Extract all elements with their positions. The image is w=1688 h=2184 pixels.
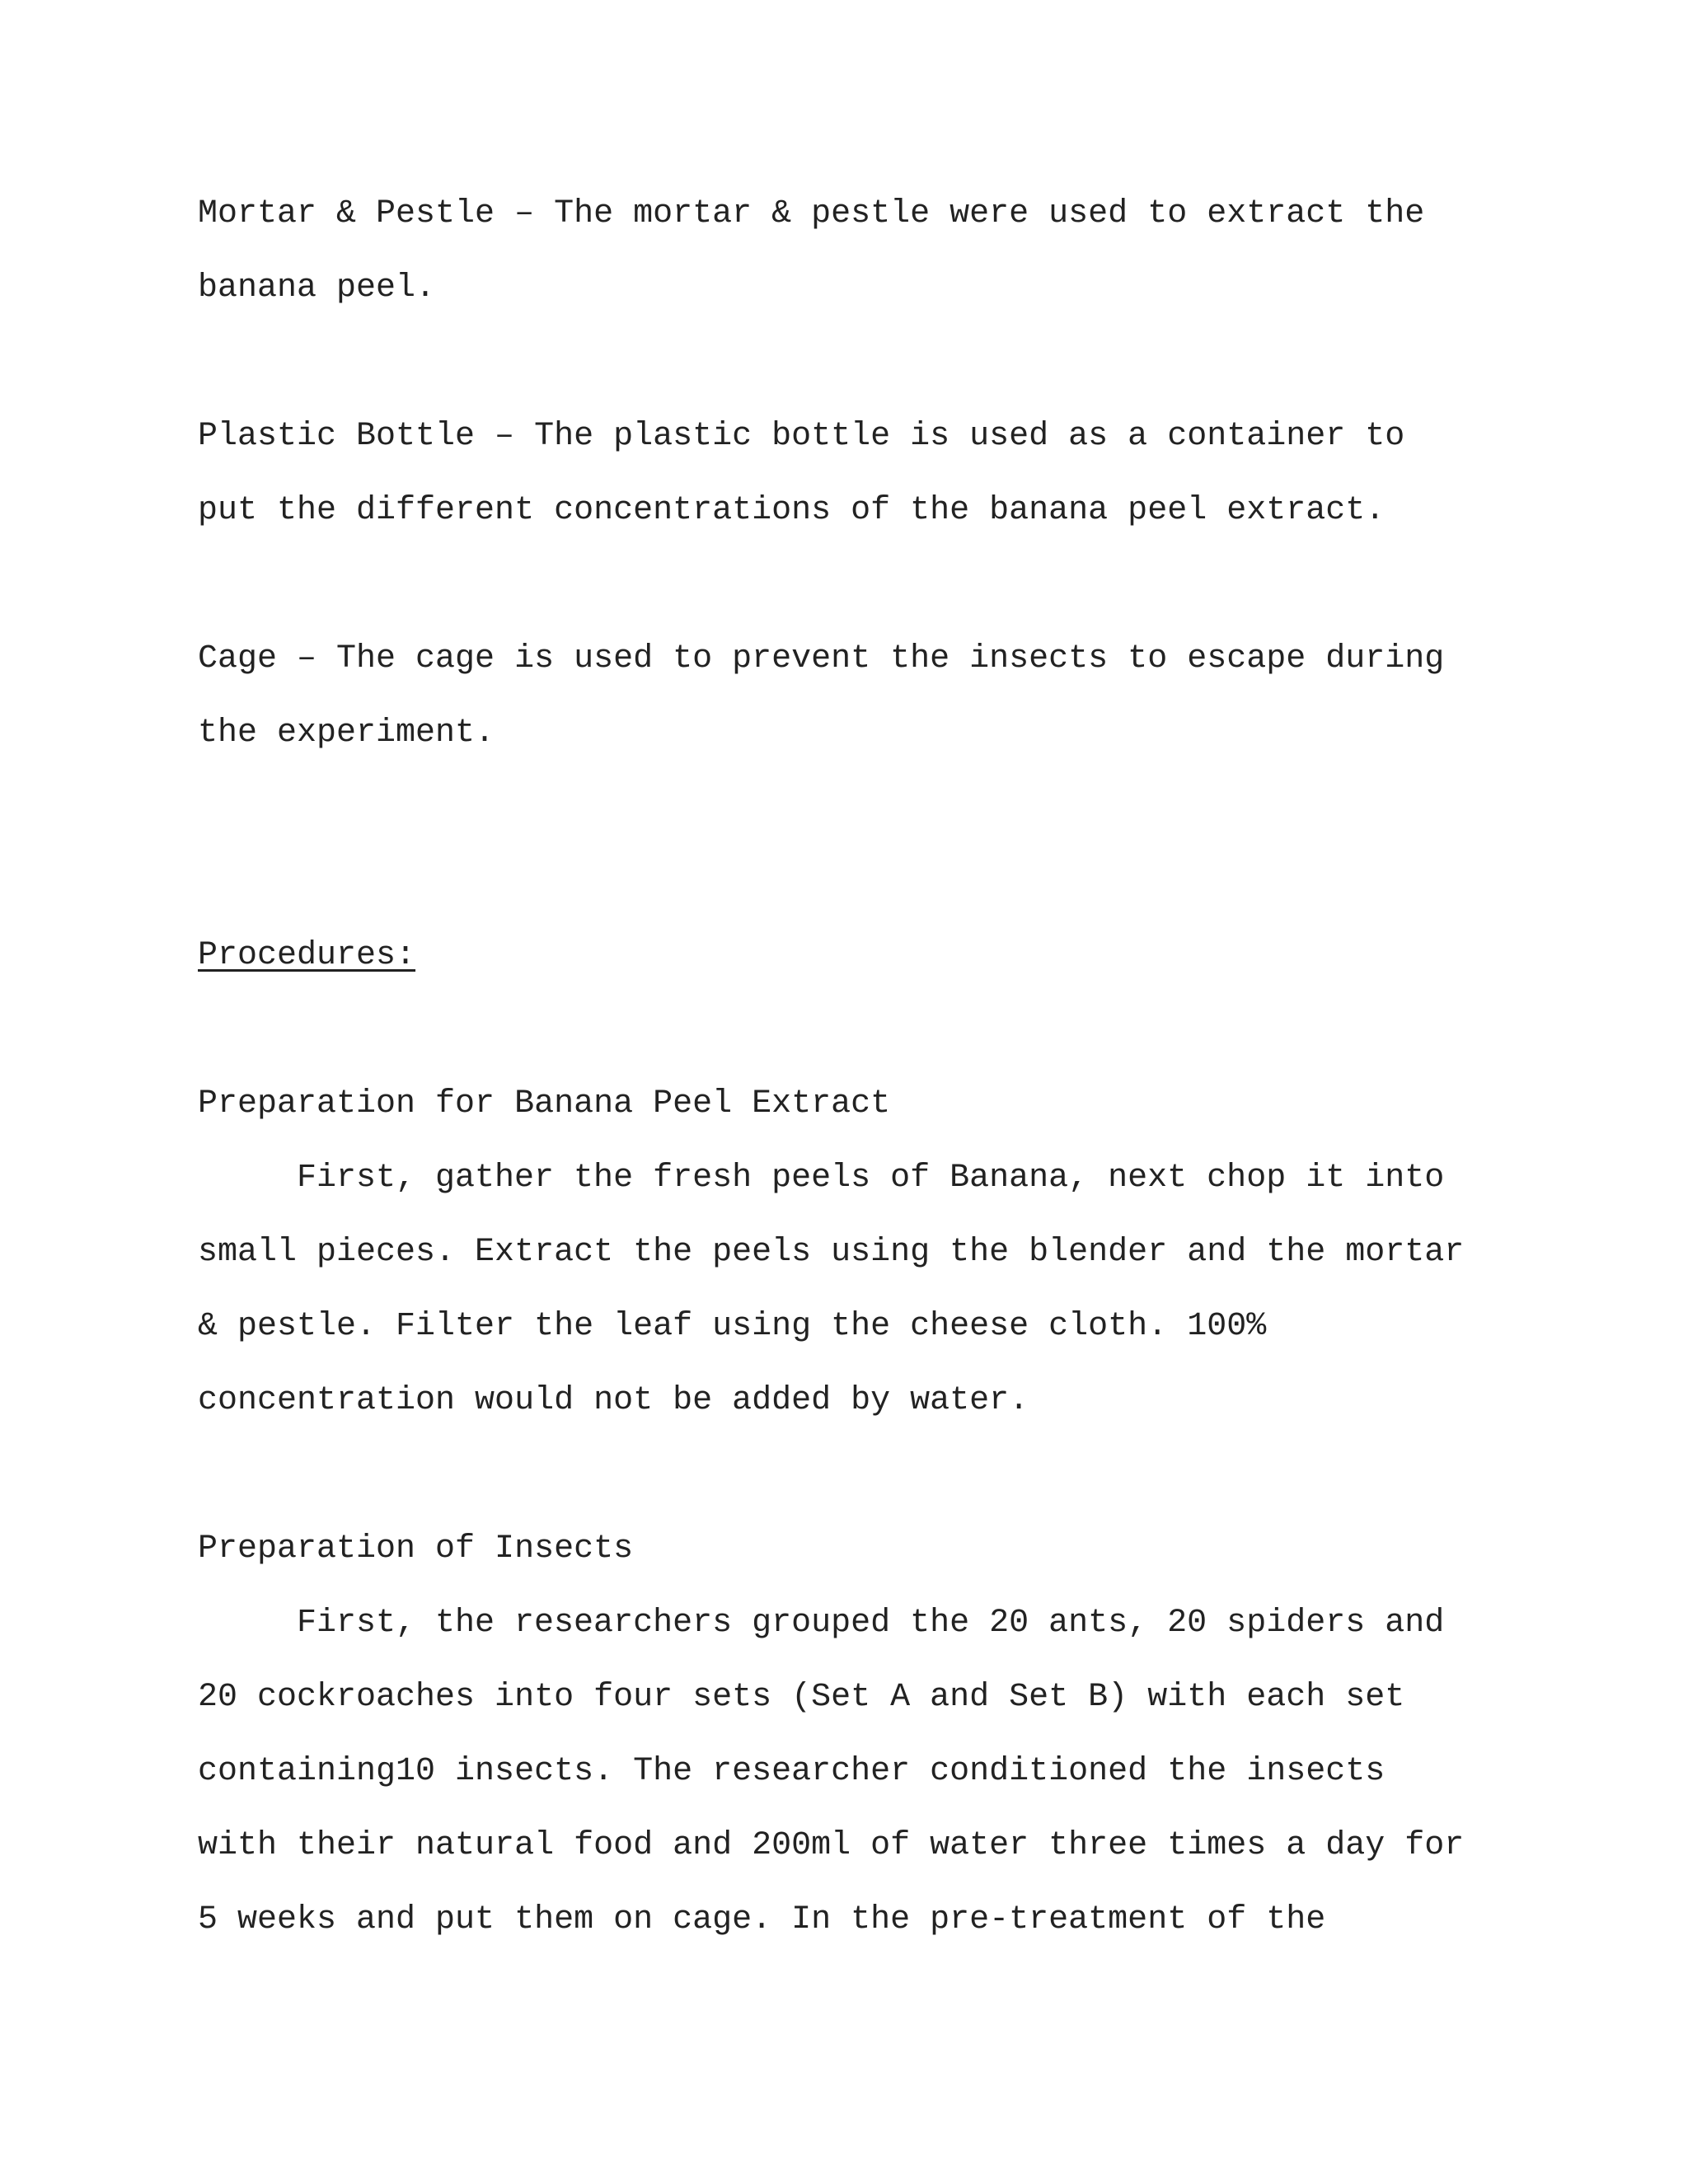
insects-line-1: First, the researchers grouped the 20 ants, 20 spiders and — [297, 1605, 1445, 1642]
materials-bottle-line-2: put the different concentrations of the banana peel extract. — [198, 492, 1386, 529]
banana-extract-line-1: First, gather the fresh peels of Banana, next chop it into — [297, 1160, 1445, 1197]
insects-line-5: 5 weeks and put them on cage. In the pre-treatment of the — [198, 1901, 1326, 1938]
procedures-heading: Procedures: — [198, 937, 416, 974]
insects-line-4: with their natural food and 200ml of water three times a day for — [198, 1827, 1465, 1864]
materials-mortar-line-1: Mortar & Pestle – The mortar & pestle were used to extract the — [198, 195, 1425, 232]
banana-extract-subheading: Preparation for Banana Peel Extract — [198, 1085, 891, 1122]
banana-extract-line-3: & pestle. Filter the leaf using the cheese cloth. 100% — [198, 1308, 1267, 1345]
insects-line-2: 20 cockroaches into four sets (Set A and Set B) with each set — [198, 1679, 1405, 1716]
banana-extract-line-2: small pieces. Extract the peels using the blender and the mortar — [198, 1234, 1465, 1271]
banana-extract-line-4: concentration would not be added by water. — [198, 1382, 1029, 1419]
materials-mortar-line-2: banana peel. — [198, 269, 436, 307]
materials-cage-line-1: Cage – The cage is used to prevent the insects to escape during — [198, 640, 1445, 677]
materials-bottle-line-1: Plastic Bottle – The plastic bottle is used as a container to — [198, 418, 1405, 455]
insects-line-3: containing10 insects. The researcher conditioned the insects — [198, 1753, 1386, 1790]
insects-subheading: Preparation of Insects — [198, 1530, 634, 1568]
materials-cage-line-2: the experiment. — [198, 715, 495, 752]
